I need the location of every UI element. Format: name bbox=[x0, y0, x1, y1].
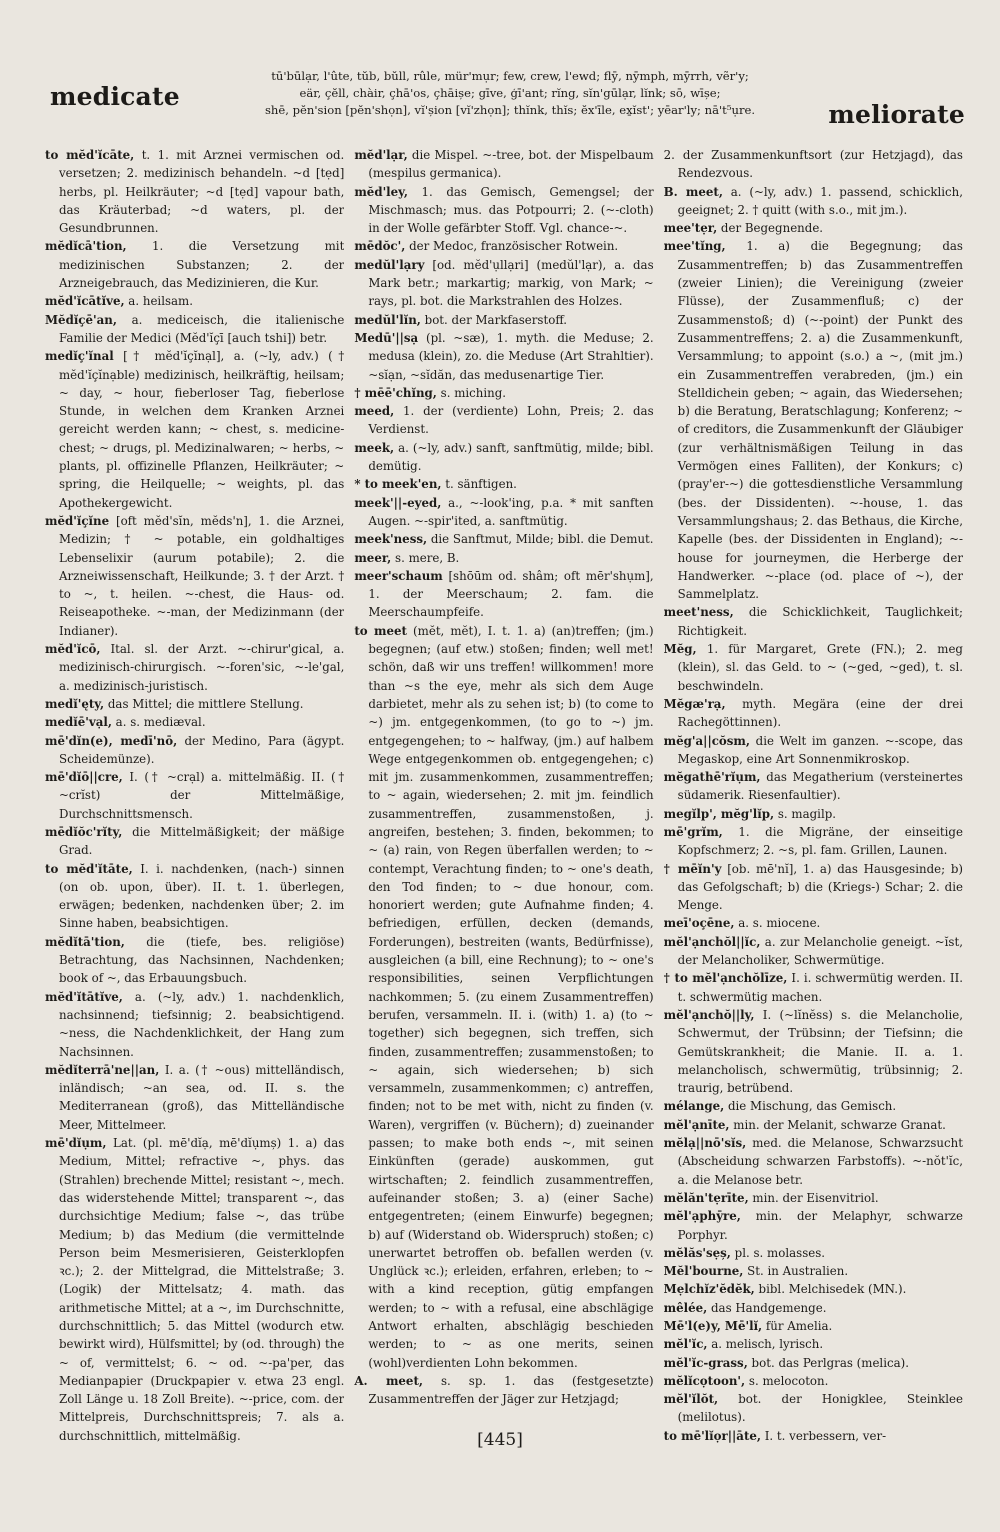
entry-headword: Mĕl'bourne, bbox=[663, 1264, 744, 1279]
entry-headword: mĕdĭcā'tion, bbox=[45, 239, 127, 254]
entry-headword: mĕd'ĭçĭne bbox=[45, 513, 110, 528]
entry-definition: I. i. schwermütig werden. II. t. schwermütig machen. bbox=[677, 971, 963, 1004]
entry-headword: mĕd'ĭcō, bbox=[45, 642, 101, 657]
entry-headword: mĕd'ĭcātĭve, bbox=[45, 294, 125, 309]
entry-definition: St. in Australien. bbox=[743, 1264, 849, 1279]
entry-definition: a. melisch, lyrisch. bbox=[707, 1337, 824, 1352]
dictionary-entry bbox=[664, 914, 963, 932]
entry-definition: [shōūm od. shâm; oft mēr'shụm], 1. der Meerschaum; 2. fam. die Meerschaumpfeife. bbox=[368, 568, 654, 620]
entry-headword: mêlée, bbox=[663, 1300, 708, 1315]
entry-headword: mĕl'ạnchŏ||ly, bbox=[663, 1007, 755, 1022]
pronunciation-key-line: tū'būlạr, l'ûte, tŭb, bŭll, rûle, mür'mụr; few, crew, l'ewd; flȳ, nȳmph, mȳrrh, vẽr'y; bbox=[271, 69, 749, 83]
entry-definition: s. sp. 1. das (festgesetzte) Zusammentreffen der Jäger zur Hetzjagd; bbox=[368, 1373, 654, 1407]
dictionary-entry bbox=[354, 1372, 653, 1409]
entry-definition: 2. der Zusammenkunftsort (zur Hetzjagd), das Rendezvous. bbox=[663, 148, 963, 181]
entry-definition: a. (~ly, adv.) 1. nachdenklich, nachsinnend; tiefsinnig; 2. beabsichtigend. ~ness, die Nachdenklichkeit, der Hang zum Nachsinnen. bbox=[59, 989, 345, 1059]
dictionary-entry bbox=[354, 311, 653, 329]
entry-definition: 1. die Versetzung mit medizinischen Substanzen; 2. der Arzneigebrauch, das Medizinieren, die Kur. bbox=[59, 239, 345, 291]
dictionary-entry bbox=[354, 146, 653, 183]
dictionary-entry bbox=[664, 1390, 963, 1427]
entry-definition: med. die Melanose, Schwarzsucht (Abscheidung schwarzen Farbstoffs). ~-nŏt'ĭc, a. die Melanose betr. bbox=[677, 1136, 963, 1187]
entry-headword: mĕl'ạnchŏl||ĭc, bbox=[663, 934, 761, 949]
entry-headword: mĕdĭterrā'ne||an, bbox=[45, 1062, 160, 1077]
dictionary-entry bbox=[354, 549, 653, 567]
entry-headword: to meet bbox=[354, 623, 407, 638]
entry-headword: mee'tẹr, bbox=[663, 221, 718, 236]
entry-definition: 1. der (verdiente) Lohn, Preis; 2. das Verdienst. bbox=[368, 404, 654, 437]
entry-definition: a. heilsam. bbox=[124, 294, 193, 309]
entry-headword: megĭlp', mĕg'lĭp, bbox=[663, 806, 775, 821]
entry-definition: t. sänftigen. bbox=[441, 477, 517, 492]
dictionary-entry bbox=[45, 695, 344, 713]
dictionary-entry bbox=[354, 237, 653, 255]
entry-headword: mélange, bbox=[663, 1099, 725, 1114]
entry-headword: mĕlăn'tẹrīte, bbox=[663, 1190, 749, 1205]
dictionary-entry bbox=[354, 256, 653, 311]
entry-definition: min. der Melanit, schwarze Granat. bbox=[729, 1117, 946, 1132]
entry-definition: die Mittelmäßigkeit; der mäßige Grad. bbox=[59, 824, 345, 858]
dictionary-entry bbox=[664, 1427, 963, 1445]
entry-definition: s. mere, B. bbox=[391, 550, 460, 565]
dictionary-entry bbox=[664, 732, 963, 769]
dictionary-entry bbox=[45, 988, 344, 1061]
dictionary-entry bbox=[664, 768, 963, 805]
entry-headword: mĕd'lạr, bbox=[354, 148, 408, 162]
entry-headword: mĕg'a||cŏsm, bbox=[663, 733, 751, 748]
dictionary-entry bbox=[664, 603, 963, 640]
guide-word-left: medicate bbox=[50, 82, 180, 111]
entry-headword: mĕlĭcọtoon', bbox=[663, 1373, 746, 1388]
entry-definition: [od. mĕd'ụllạri] (medŭl'lạr), a. das Mark betr.; markartig; markig, von Mark; ~ rays, pl. bot. die Markstrahlen des Holzes. bbox=[368, 257, 654, 309]
entry-definition: a. s. miocene. bbox=[734, 916, 821, 931]
entry-headword: meī'oçēne, bbox=[663, 916, 735, 931]
dictionary-entry bbox=[354, 622, 653, 1372]
entry-headword: mē'grĭm, bbox=[663, 824, 723, 839]
entry-headword: medĭē'vạl, bbox=[45, 715, 112, 730]
entry-definition: bot. der Markfaserstoff. bbox=[420, 312, 568, 327]
pronunciation-key-line: shē, pĕn'sion [pĕn'shọn], vĭ'șion [vĭ'zhọn]; thĭnk, thĭs; ĕx'īle, ex̱ĭst'; yēar'ly; nā't⁵ụre. bbox=[264, 103, 756, 117]
entry-headword: mĕgathē'rĭụm, bbox=[663, 770, 761, 785]
entry-headword: mĕl'ĭc, bbox=[663, 1337, 708, 1352]
dictionary-entry bbox=[354, 494, 653, 531]
dictionary-entry bbox=[664, 1262, 963, 1280]
dictionary-entry bbox=[354, 530, 653, 548]
column-2 bbox=[354, 146, 653, 1462]
entry-definition: bot. der Honigklee, Steinklee (melilotus). bbox=[677, 1392, 963, 1425]
entry-definition: min. der Eisenvitriol. bbox=[748, 1190, 879, 1205]
entry-headword: mē'dĭụm, bbox=[45, 1136, 107, 1151]
entry-headword: mĕl'ạphȳre, bbox=[663, 1209, 741, 1224]
entry-definition: die Sanftmut, Milde; bibl. die Demut. bbox=[427, 532, 654, 547]
dictionary-entry bbox=[354, 183, 653, 238]
entry-definition: [ob. mē'nĭ], 1. a) das Hausgesinde; b) das Gefolgschaft; b) die (Kriegs-) Schar; 2. die Menge. bbox=[677, 861, 963, 913]
entry-definition: s. miching. bbox=[436, 385, 507, 400]
dictionary-entry bbox=[664, 219, 963, 237]
entry-headword: meer'schaum bbox=[354, 568, 443, 583]
entry-definition: I. t. verbessern, ver- bbox=[761, 1428, 887, 1443]
dictionary-entry bbox=[664, 1372, 963, 1390]
column-1 bbox=[45, 146, 344, 1462]
entry-headword: to mē'lĭọr||āte, bbox=[663, 1428, 762, 1443]
entry-definition: a. (~ly, adv.) 1. passend, schicklich, geeignet; 2. † quitt (with s.o., mit jm.). bbox=[677, 184, 963, 217]
dictionary-entry bbox=[354, 402, 653, 439]
dictionary-entry bbox=[664, 860, 963, 915]
entry-headword: † mēē'chĭng, bbox=[354, 385, 437, 400]
entry-definition: [oft mĕd'sĭn, mĕds'n], 1. die Arznei, Medizin; † ~ potable, ein goldhaltiges Lebenselixir (aurum potabile); 2. die Arzneiwissenschaft, Heilkunde; 3. † der Arzt. † to ~, t. heilen. ~-chest, die Haus- od. Reiseapotheke. ~-man, der Medizinmann (der Indianer). bbox=[59, 513, 345, 638]
entry-definition: I. a. († ~ous) mittelländisch, inländisch; ~an sea, od. II. s. the Mediterranean (groß), das Mittelländische Meer, Mittelmeer. bbox=[59, 1062, 345, 1132]
entry-definition: das Handgemenge. bbox=[707, 1300, 827, 1315]
dictionary-entry bbox=[664, 237, 963, 603]
entry-headword: A. meet, bbox=[354, 1373, 423, 1388]
entry-definition: die Schicklichkeit, Tauglichkeit; Richtigkeit. bbox=[677, 605, 963, 638]
entry-definition: Ital. sl. der Arzt. ~-chirur'gical, a. medizinisch-chirurgisch. ~-foren'sic, ~-le'gal, a. medizinisch-juristisch. bbox=[59, 642, 345, 693]
entry-headword: mē'dĭō||cre, bbox=[45, 770, 123, 785]
entry-definition: a. mediceisch, die italienische Familie der Medici (Mĕd'ĭçī [auch tshi]) betr. bbox=[59, 312, 345, 345]
entry-definition: a. (~ly, adv.) sanft, sanftmütig, milde; bibl. demütig. bbox=[368, 440, 654, 474]
dictionary-entry bbox=[664, 933, 963, 970]
entry-definition: I. (~lĭnĕss) s. die Melancholie, Schwermut, der Trübsinn; der Tiefsinn; die Gemütskrankheit; die Manie. II. a. 1. melancholisch, schwermütig, trübsinnig; 2. traurig, betrübend. bbox=[677, 1007, 963, 1096]
dictionary-entry bbox=[45, 1134, 344, 1445]
entry-headword: medŭl'lĭn, bbox=[354, 312, 421, 327]
dictionary-entry bbox=[664, 1244, 963, 1262]
dictionary-entry bbox=[664, 805, 963, 823]
dictionary-entry bbox=[45, 768, 344, 823]
entry-headword: Mĕdĭçē'an, bbox=[45, 312, 117, 327]
dictionary-entry bbox=[664, 969, 963, 1006]
dictionary-entry bbox=[664, 695, 963, 732]
dictionary-entry bbox=[664, 1207, 963, 1244]
entry-definition: für Amelia. bbox=[762, 1319, 833, 1333]
dictionary-entry bbox=[664, 640, 963, 695]
dictionary-entry bbox=[664, 1354, 963, 1372]
dictionary-entry bbox=[45, 860, 344, 933]
entry-headword: mēdŏc', bbox=[354, 239, 406, 254]
dictionary-entry bbox=[354, 567, 653, 622]
entry-definition: die (tiefe, bes. religiöse) Betrachtung, das Nachsinnen, Nachdenken; book of ~, das Erbauungsbuch. bbox=[59, 934, 345, 986]
entry-headword: Mĕg, bbox=[663, 642, 697, 657]
dictionary-entry bbox=[45, 237, 344, 292]
entry-definition: pl. s. molasses. bbox=[730, 1245, 826, 1260]
entry-headword: meet'ness, bbox=[663, 605, 734, 620]
entry-definition: der Medino, Para (ägypt. Scheidemünze). bbox=[59, 733, 345, 766]
entry-headword: meek, bbox=[354, 440, 395, 455]
entry-headword: meer, bbox=[354, 550, 392, 565]
entry-headword: mĕlăs'sẹș, bbox=[663, 1245, 731, 1260]
entry-definition: (mĕt, mĕt), I. t. 1. a) (an)treffen; (jm.) begegnen; (auf etw.) stoßen; finden; well met! schön, daß wir uns treffen! willkommen! more than ~s the eye, mehr als sich dem Auge darbietet, mehr als zu sehen ist; b) (to come to ~) jm. entgegenkommen, (to go to ~) jm. entgegengehen; to ~ halfway, (jm.) auf halbem Wege entgegenkommen ob. entgegengehen; c) mit jm. zusammenkommen, zusammentreffen; to ~ again, wiedersehen; 2. mit jm. feindlich zusammentreffen, zusammenstoßen, j. angreifen, bestehen; 3. finden, bekommen; to ~ (a) rain, von Regen überfallen werden; to ~ contempt, Verachtung finden; to ~ one's death, den Tod finden; to ~ due honour, com. honoriert werden; gute Aufnahme finden; 4. befriedigen, erfüllen, decken (demands, Forderungen), bestreiten (wants, Bedürfnisse), ausgleichen (a bill, eine Rechnung); to ~ one's responsibilities, seinen Verpflichtungen nachkommen; 5. (zu einem Zusammentreffen) berufen, versammeln. II. i. (with) 1. a) (to ~ together) sich begegnen, sich treffen, sich finden, zusammentreffen; zusammenstoßen; to ~ again, sich wiedersehen; b) sich versammeln, zusammenkommen; c) antreffen, finden; not to be met with, nicht zu finden (v. Waren), vergriffen (v. Büchern); d) zueinander passen; to make both ends ~, mit seinen Einkünften (gerade) auskommen, gut wirtschaften; 2. feindlich zusammentreffen, aufeinander stoßen; 3. a) (einer Sache) entgegentreten; (einem Einwurfe) begegnen; b) auf (Widerstand ob. Widerspruch) stoßen; c) unerwartet betroffen ob. befallen werden (v. Unglück ꝛc.); erleiden, erfahren, erleben; to ~ with a kind reception, gütig empfangen werden; to ~ with a refusal, eine abschlägige Antwort erhalten, abschlägig beschieden werden; to ~ as one merits, seinen (wohl)verdienten Lohn bekommen. bbox=[368, 623, 654, 1370]
entry-headword: medĭ'ęty, bbox=[45, 696, 105, 711]
dictionary-entry bbox=[354, 384, 653, 402]
entry-definition: 1. das Gemisch, Gemengsel; der Mischmasch; mus. das Potpourri; 2. (~-cloth) in der Wolle gefärbter Stoff. Vgl. chance-~. bbox=[368, 184, 654, 236]
entry-definition: min. der Melaphyr, schwarze Porphyr. bbox=[677, 1209, 963, 1242]
pronunciation-key-line: eär, çĕll, chàir, çhā'os, çhāișe; gīve, ģī'ant; rĭng, sĭn'gūlạr, lĭnk; sō, wīșe; bbox=[299, 86, 721, 100]
entry-headword: meek'||-eyed, bbox=[354, 495, 442, 510]
entry-headword: medŭl'lạry bbox=[354, 257, 425, 272]
entry-headword: mĕl'ĭlŏt, bbox=[663, 1392, 719, 1407]
entry-definition: das Megatherium (versteinertes südamerik. Riesenfaultier). bbox=[677, 770, 963, 803]
dictionary-entry bbox=[664, 1097, 963, 1115]
entry-definition: der Medoc, französischer Rotwein. bbox=[405, 239, 619, 254]
entry-definition: myth. Megära (eine der drei Rachegöttinnen). bbox=[677, 696, 963, 730]
entry-definition: I. († ~crạl) a. mittelmäßig. II. († ~crĭst) der Mittelmäßige, Durchschnittsmensch. bbox=[59, 770, 345, 821]
entry-headword: Medū'||sạ bbox=[354, 330, 419, 345]
dictionary-entry bbox=[664, 1189, 963, 1207]
pronunciation-key bbox=[195, 68, 825, 119]
dictionary-entry bbox=[354, 329, 653, 384]
entry-definition: a. s. mediæval. bbox=[111, 715, 206, 730]
dictionary-entry bbox=[664, 1116, 963, 1134]
dictionary-entry bbox=[664, 1299, 963, 1317]
dictionary-entry bbox=[45, 640, 344, 695]
entry-definition: bibl. Melchisedek (MN.). bbox=[754, 1282, 907, 1297]
dictionary-entry bbox=[45, 347, 344, 512]
entry-definition: der Begegnende. bbox=[717, 221, 824, 236]
dictionary-entry bbox=[45, 311, 344, 348]
entry-headword: * to meek'en, bbox=[354, 477, 442, 492]
dictionary-entry bbox=[664, 146, 963, 183]
entry-definition: die Welt im ganzen. ~-scope, das Megaskop, eine Art Sonnenmikroskop. bbox=[677, 733, 963, 766]
entry-definition: s. magilp. bbox=[774, 806, 837, 821]
entry-headword: Mĕgæ'rạ, bbox=[663, 696, 726, 711]
entry-definition: das Mittel; die mittlere Stellung. bbox=[104, 696, 304, 711]
dictionary-entry bbox=[664, 1280, 963, 1298]
dictionary-entry bbox=[45, 713, 344, 731]
guide-word-right: meliorate bbox=[828, 100, 965, 129]
entry-headword: to mĕd'ĭcāte, bbox=[45, 148, 135, 162]
entry-headword: mēdĭŏc'rĭty, bbox=[45, 824, 123, 839]
dictionary-entry bbox=[45, 512, 344, 640]
entry-headword: Mẹlchĭz'ĕdĕk, bbox=[663, 1282, 755, 1297]
entry-headword: † mēĭn'y bbox=[663, 861, 722, 876]
entry-headword: mĕl'ạnīte, bbox=[663, 1117, 730, 1132]
entry-definition: a. zur Melancholie geneigt. ~ĭst, der Melancholiker, Schwermütige. bbox=[677, 934, 963, 968]
dictionary-entry bbox=[45, 1061, 344, 1134]
entry-headword: mĕdĭtā'tion, bbox=[45, 934, 125, 949]
dictionary-entry bbox=[664, 1006, 963, 1097]
entry-definition: 1. a) die Begegnung; das Zusammentreffen; b) das Zusammentreffen (zweier Linien); die Vereinigung (zweier Flüsse), der Zusammenfluß; c) der Zusammenstoß; d) (~-point) der Punkt des Zusammentreffens; 2. a) die Zusammenkunft, Versammlung; to appoint (s.o.) a ~, (mit jm.) ein Zusammentreffen verabreden, (jm.) ein Stelldichein geben; ~ again, das Wiedersehen; b) die Beratung, Beratschlagung; Konferenz; ~ of creditors, die Zusammenkunft der Gläubiger (zur verhältnismäßigen Teilung in das Vermögen eines Falliten), der Konkurs; c) (pray'er-~) die gottesdienstliche Versammlung (bes. der Dissidenten). ~-house, 1. das Versammlungshaus; 2. das Bethaus, die Kirche, Kapelle (bes. der Dissidenten in England); ~-house for journeymen, die Herberge der Handwerker. ~-place (od. place of ~), der Sammelplatz. bbox=[677, 239, 963, 602]
dictionary-entry bbox=[664, 1134, 963, 1189]
entry-headword: to mĕd'ĭtāte, bbox=[45, 861, 133, 876]
dictionary-entry bbox=[664, 183, 963, 220]
entry-headword: mĕl'ĭc-grass, bbox=[663, 1355, 748, 1370]
entry-definition: a., ~-look'ing, p.a. * mit sanften Augen. ~-spir'ited, a. sanftmütig. bbox=[368, 495, 654, 528]
entry-definition: bot. das Perlgras (melica). bbox=[747, 1355, 909, 1370]
entry-headword: mee'tĭng, bbox=[663, 239, 726, 254]
entry-headword: mĕlạ||nō'sĭs, bbox=[663, 1136, 747, 1151]
entry-headword: mē'dĭn(e), medī'nō, bbox=[45, 733, 178, 748]
dictionary-entry bbox=[354, 475, 653, 493]
entry-headword: † to mĕl'ạnchŏlīze, bbox=[663, 971, 788, 986]
entry-definition: [† mĕd'ĭçĭnạl], a. (~ly, adv.) († mĕd'ĭçĭnạble) medizinisch, heilkräftig, heilsam; ~ day, ~ hour, fieberloser Tag, fieberlose Stunde, in welchen dem Kranken Arznei gereicht werden kann; ~ chest, s. medicine-chest; ~ drugs, pl. Medizinalwaren; ~ herbs, ~ plants, pl. offizinelle Pflanzen, Heilkräuter; ~ spring, die Heilquelle; ~ weights, pl. das Apothekergewicht. bbox=[59, 349, 345, 510]
entry-definition: t. 1. mit Arznei vermischen od. versetzen; 2. medizinisch behandeln. ~d [tẹd] herbs, pl. Heilkräuter; ~d [tẹd] vapour bath, das Kräuterbad; ~d waters, pl. der Gesundbrunnen. bbox=[59, 148, 345, 236]
dictionary-entry bbox=[664, 823, 963, 860]
entry-definition: 1. die Migräne, der einseitige Kopfschmerz; 2. ~s, pl. fam. Grillen, Launen. bbox=[677, 824, 963, 858]
entry-definition: s. melocoton. bbox=[745, 1373, 829, 1388]
page-number: [445] bbox=[477, 1430, 523, 1450]
entry-headword: Mē'l(e)y, Mē'lĭ, bbox=[663, 1319, 763, 1333]
entry-headword: meek'ness, bbox=[354, 532, 428, 547]
dictionary-entry bbox=[45, 823, 344, 860]
dictionary-entry bbox=[664, 1317, 963, 1335]
entry-headword: mĕd'ĭtātĭve, bbox=[45, 989, 123, 1004]
dictionary-entry bbox=[45, 292, 344, 310]
dictionary-entry bbox=[45, 732, 344, 769]
entry-headword: medĭç'ĭnal bbox=[45, 349, 114, 364]
entry-headword: meed, bbox=[354, 404, 395, 419]
entry-definition: die Mischung, das Gemisch. bbox=[724, 1099, 897, 1114]
dictionary-entry bbox=[354, 439, 653, 476]
entry-definition: 1. für Margaret, Grete (FN.); 2. meg (klein), sl. das Geld. to ~ (~ged, ~ged), t. sl. beschwindeln. bbox=[677, 642, 963, 693]
dictionary-entry bbox=[45, 146, 344, 237]
column-3 bbox=[664, 146, 963, 1462]
entry-definition: (pl. ~sæ), 1. myth. die Meduse; 2. medusa (klein), zo. die Meduse (Art Strahltier). ~sĭạn, ~sĭdăn, das medusenartige Tier. bbox=[368, 330, 654, 382]
entry-headword: B. meet, bbox=[663, 184, 723, 199]
dictionary-entry bbox=[45, 933, 344, 988]
dictionary-columns bbox=[45, 146, 963, 1462]
dictionary-entry bbox=[664, 1335, 963, 1353]
entry-definition: I. i. nachdenken, (nach-) sinnen (on ob. upon, über). II. t. 1. überlegen, erwägen; bedenken, nachdenken über; 2. im Sinne haben, beabsichtigen. bbox=[59, 861, 345, 931]
entry-definition: die Mispel. ~-tree, bot. der Mispelbaum (mespilus germanica). bbox=[368, 148, 654, 181]
entry-headword: mĕd'ley, bbox=[354, 184, 408, 199]
entry-definition: Lat. (pl. mē'dĭạ, mē'dĭụmș) 1. a) das Medium, Mittel; refractive ~, phys. das (Strahlen) brechende Mittel; resistant ~, mech. das widerstehende Mittel; transparent ~, das durchsichtige Medium; false ~, das trübe Medium; b) das Medium (die vermittelnde Person beim Mesmerisieren, Geisterklopfen ꝛc.); 2. der Mittelgrad, die Mittelstraße; 3. (Logik) der Mittelsatz; 4. math. das arithmetische Mittel; at a ~, im Durchschnitte, durchschnittlich; 5. das Mittel (wodurch etw. bewirkt wird), Hülfsmittel; by (od. through) the ~ of, vermittelst; 6. ~ od. ~-pa'per, das Medianpapier (Druckpapier v. etwa 23 engl. Zoll Länge u. 18 Zoll Breite). ~-price, com. der Mittelpreis, Durchschnittspreis; 7. als a. durchschnittlich, mittelmäßig. bbox=[59, 1136, 345, 1443]
